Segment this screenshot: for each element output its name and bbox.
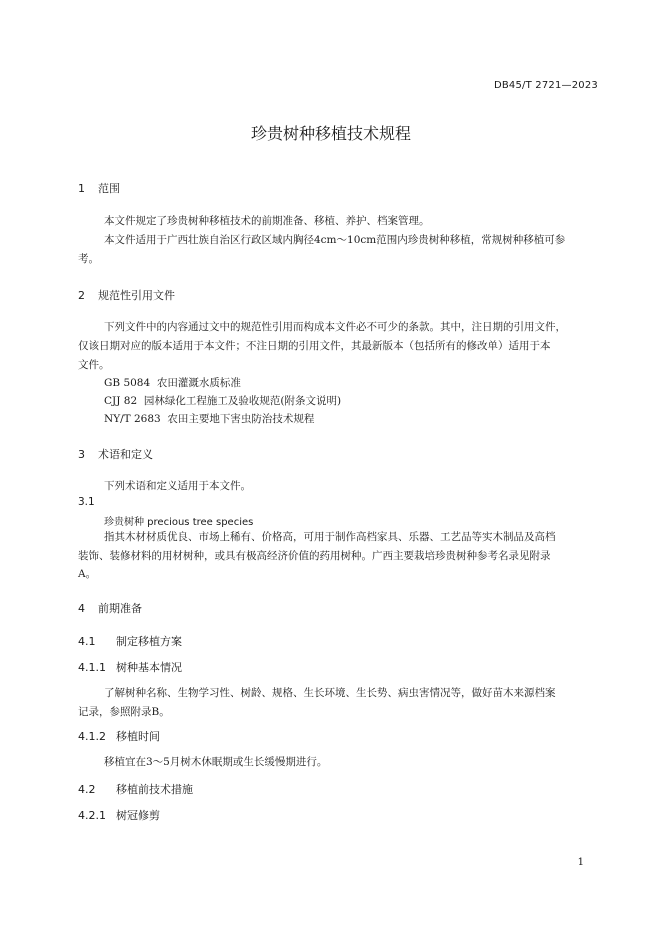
reference-item bbox=[104, 410, 314, 429]
paragraph: 移植宜在3～5月树木休眠期或生长缓慢期进行。 bbox=[104, 756, 328, 768]
section-4-2-heading bbox=[78, 781, 193, 797]
reference-name: 农田灌溉水质标准 bbox=[156, 377, 241, 389]
definition-continuation: A。 bbox=[78, 568, 97, 580]
section-title: 移植时间 bbox=[116, 730, 160, 743]
document-title: 珍贵树种移植技术规程 bbox=[250, 124, 411, 143]
term-name: 珍贵树种 precious tree species bbox=[104, 517, 254, 528]
section-4-1-2-heading bbox=[78, 728, 160, 744]
section-number: 4.2 bbox=[78, 783, 96, 796]
standard-number: DB45/T 2721—2023 bbox=[493, 80, 598, 91]
paragraph: 本文件规定了珍贵树种移植技术的前期准备、移植、养护、档案管理。 bbox=[104, 215, 430, 227]
section-title: 范围 bbox=[98, 182, 120, 195]
page-number: 1 bbox=[577, 857, 584, 868]
paragraph: 了解树种名称、生物学习性、树龄、规格、生长环境、生长势、病虫害情况等，做好苗木来源档案 bbox=[104, 687, 556, 699]
paragraph-continuation: 文件。 bbox=[78, 359, 110, 371]
reference-item bbox=[104, 374, 241, 393]
section-4-1-heading bbox=[78, 633, 182, 649]
section-4-2-1-heading bbox=[78, 807, 160, 823]
section-3-heading bbox=[78, 446, 153, 462]
paragraph: 下列术语和定义适用于本文件。 bbox=[104, 480, 251, 492]
section-4-heading bbox=[78, 600, 142, 616]
section-title: 术语和定义 bbox=[98, 448, 153, 461]
section-number: 4 bbox=[78, 602, 85, 615]
section-2-heading bbox=[78, 287, 175, 303]
paragraph: 本文件适用于广西壮族自治区行政区域内胸径4cm～10cm范围内珍贵树种移植，常规树种移植可参 bbox=[104, 234, 566, 246]
section-4-1-1-heading bbox=[78, 659, 182, 675]
section-number: 2 bbox=[78, 289, 85, 302]
paragraph-continuation: 仅该日期对应的版本适用于本文件；不注日期的引用文件，其最新版本（包括所有的修改单）适用于本 bbox=[78, 340, 551, 352]
section-title: 制定移植方案 bbox=[116, 635, 182, 648]
paragraph: 下列文件中的内容通过文中的规范性引用而构成本文件必不可少的条款。其中，注日期的引用文件， bbox=[104, 321, 566, 333]
section-number: 1 bbox=[78, 182, 85, 195]
section-title: 前期准备 bbox=[98, 602, 142, 615]
paragraph-continuation: 记录，参照附录B。 bbox=[78, 706, 170, 718]
reference-name: 园林绿化工程施工及验收规范(附条文说明) bbox=[143, 395, 342, 407]
section-title: 规范性引用文件 bbox=[98, 289, 175, 302]
section-1-heading bbox=[78, 180, 120, 196]
section-title: 树冠修剪 bbox=[116, 809, 160, 822]
term-number: 3.1 bbox=[78, 496, 95, 508]
section-number: 3 bbox=[78, 448, 85, 461]
section-number: 4.2.1 bbox=[78, 809, 106, 822]
section-title: 树种基本情况 bbox=[116, 661, 182, 674]
section-number: 4.1 bbox=[78, 635, 96, 648]
reference-code: NY/T 2683 bbox=[104, 413, 161, 425]
definition: 指其木材材质优良、市场上稀有、价格高，可用于制作高档家具、乐器、工艺品等实木制品及高档 bbox=[104, 531, 556, 543]
reference-code: GB 5084 bbox=[104, 377, 151, 389]
reference-code: CJJ 82 bbox=[104, 395, 138, 407]
reference-name: 农田主要地下害虫防治技术规程 bbox=[167, 413, 315, 425]
section-title: 移植前技术措施 bbox=[116, 783, 193, 796]
reference-item bbox=[104, 392, 341, 411]
section-number: 4.1.1 bbox=[78, 661, 106, 674]
definition-continuation: 装饰、装修材料的用材树种，或具有极高经济价值的药用树种。广西主要栽培珍贵树种参考名录见附录 bbox=[78, 550, 551, 562]
paragraph-continuation: 考。 bbox=[78, 253, 99, 265]
section-number: 4.1.2 bbox=[78, 730, 106, 743]
